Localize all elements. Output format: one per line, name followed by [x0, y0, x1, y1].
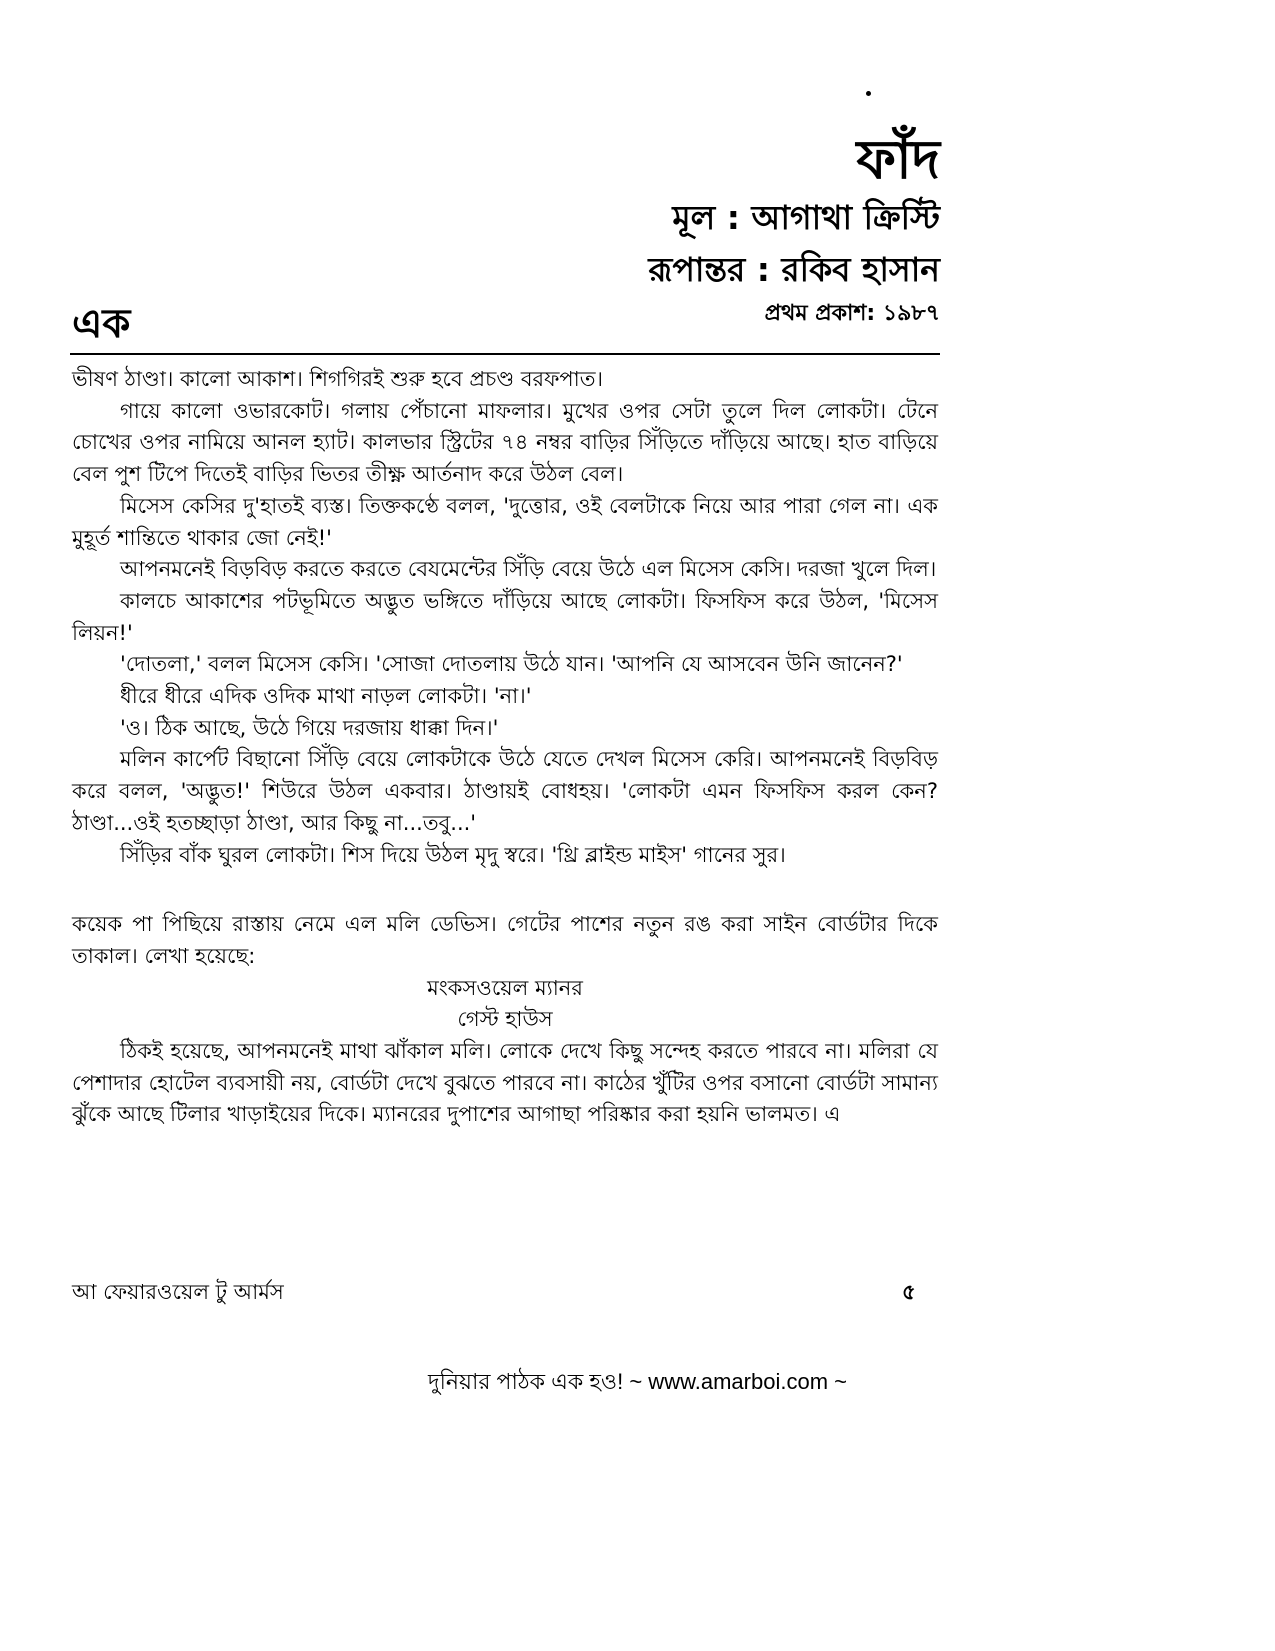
- paragraph: 'দোতলা,' বলল মিসেস কেসি। 'সোজা দোতলায় উঠে যান। 'আপনি যে আসবেন উনি জানেন?': [120, 652, 903, 677]
- paragraph: গায়ে কালো ওভারকোট। গলায় পেঁচানো মাফলার। মুখের ওপর সেটা তুলে দিল লোকটা। টেনে চোখের ওপর নামিয়ে আনল হ্যাট। কালভার স্ট্রিটের ৭৪ নম্বর বাড়ির সিঁড়িতে দাঁড়িয়ে আছে। হাত বাড়িয়ে বেল পুশ টিপে দিতেই বাড়ির ভিতর তীক্ষ্ণ আর্তনাদ করে উঠল বেল।: [72, 398, 938, 487]
- paragraph: কালচে আকাশের পটভূমিতে অদ্ভুত ভঙ্গিতে দাঁড়িয়ে আছে লোকটা। ফিসফিস করে উঠল, 'মিসেস লিয়ন!': [72, 588, 938, 645]
- watermark-text: দুনিয়ার পাঠক এক হও! ~ www.amarboi.com ~: [428, 1369, 847, 1394]
- page-number: ৫: [902, 1280, 916, 1304]
- paragraph: কয়েক পা পিছিয়ে রাস্তায় নেমে এল মলি ডেভিস। গেটের পাশের নতুন রঙ করা সাইন বোর্ডটার দিকে তাকাল। লেখা হয়েছে:: [72, 912, 938, 968]
- ink-speck: [866, 91, 871, 96]
- paragraph: ঠিকই হয়েছে, আপনমনেই মাথা ঝাঁকাল মলি। লোকে দেখে কিছু সন্দেহ করতে পারবে না। মলিরা যে পেশাদার হোটেল ব্যবসায়ী নয়, বোর্ডটা দেখে বুঝতে পারবে না। কাঠের খুঁটির ওপর বসানো বোর্ডটা সামান্য ঝুঁকে আছে টিলার খাড়াইয়ের দিকে। ম্যানরের দুপাশের আগাছা পরিষ্কার করা হয়নি ভালমত। এ: [72, 1039, 938, 1127]
- title-block: [648, 128, 940, 332]
- paragraph: ধীরে ধীরে এদিক ওদিক মাথা নাড়ল লোকটা। 'না।': [120, 684, 532, 709]
- body-text: [72, 364, 938, 1131]
- first-publication: প্রথম প্রকাশ: ১৯৮৭: [764, 301, 940, 326]
- paragraph: 'ও। ঠিক আছে, উঠে গিয়ে দরজায় ধাক্কা দিন।': [120, 715, 499, 740]
- sign-line-1: মংকসওয়েল ম্যানর: [427, 975, 583, 1000]
- book-title: ফাঁদ: [856, 128, 940, 191]
- section-break: [72, 871, 938, 909]
- sign-line-2: গেস্ট হাউস: [457, 1007, 553, 1032]
- paragraph: মিসেস কেসির দু'হাতই ব্যস্ত। তিক্তকণ্ঠে বলল, 'দুত্তোর, ওই বেলটাকে নিয়ে আর পারা গেল না। এক মুহূর্ত শান্তিতে থাকার জো নেই!': [72, 493, 938, 550]
- running-footer-title: আ ফেয়ারওয়েল টু আর্মস: [72, 1280, 284, 1304]
- paragraph: সিঁড়ির বাঁক ঘুরল লোকটা। শিস দিয়ে উঠল মৃদু স্বরে। 'থ্রি ব্লাইন্ড মাইস' গানের সুর।: [120, 842, 786, 867]
- original-author: মূল : আগাথা ক্রিস্টি: [672, 198, 940, 237]
- adapter-credit: রূপান্তর : রকিব হাসান: [648, 250, 940, 289]
- chapter-rule: [70, 353, 940, 355]
- paragraph: মলিন কার্পেট বিছানো সিঁড়ি বেয়ে লোকটাকে উঠে যেতে দেখল মিসেস কেরি। আপনমনেই বিড়বিড় করে বলল, 'অদ্ভুত!' শিউরে উঠল একবার। ঠাণ্ডায়ই বোধহয়। 'লোকটা এমন ফিসফিস করল কেন? ঠাণ্ডা...ওই হতচ্ছাড়া ঠাণ্ডা, আর কিছু না...তবু...': [72, 747, 938, 835]
- chapter-heading: এক: [72, 301, 131, 347]
- paragraph: ভীষণ ঠাণ্ডা। কালো আকাশ। শিগগিরই শুরু হবে প্রচণ্ড বরফপাত।: [72, 367, 604, 391]
- paragraph: আপনমনেই বিড়বিড় করতে করতে বেযমেন্টের সিঁড়ি বেয়ে উঠে এল মিসেস কেসি। দরজা খুলে দিল।: [120, 557, 937, 582]
